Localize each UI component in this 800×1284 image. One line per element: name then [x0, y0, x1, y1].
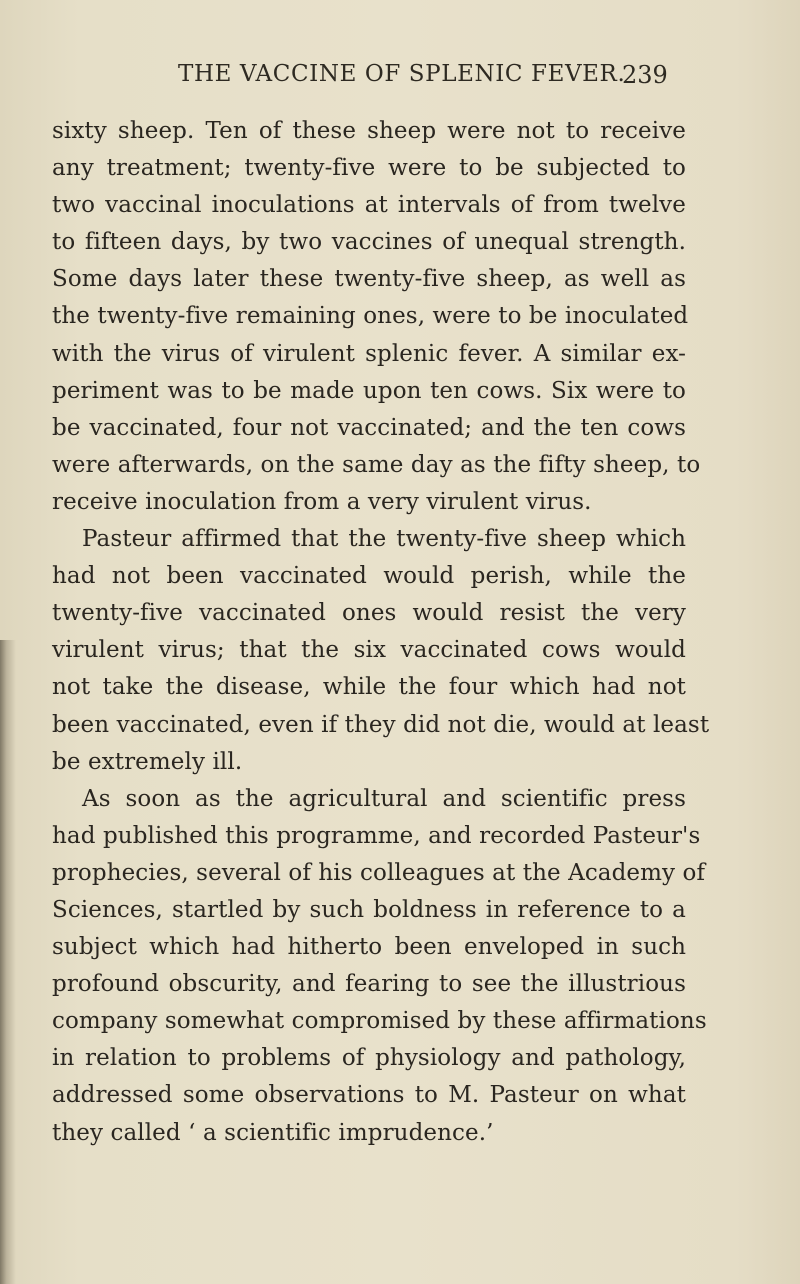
running-title: THE VACCINE OF SPLENIC FEVER. — [178, 61, 626, 87]
text-line: had not been vaccinated would perish, while the — [52, 563, 686, 590]
page-edge-shadow — [0, 640, 16, 1284]
text-line: be vaccinated, four not vaccinated; and the ten cows — [52, 414, 686, 441]
page-number: 239 — [622, 61, 668, 89]
paragraph-start-line: As soon as the agricultural and scientific press — [82, 785, 686, 812]
body-text — [52, 113, 710, 1152]
text-line: Some days later these twenty-five sheep, as well as — [52, 266, 686, 293]
text-line: twenty-five vaccinated ones would resist the very — [52, 600, 686, 627]
text-line: Sciences, startled by such boldness in reference to a — [52, 896, 686, 923]
text-line: be extremely ill. — [52, 748, 243, 775]
text-line: subject which had hitherto been enveloped in such — [52, 934, 686, 961]
text-line: had published this programme, and recorded Pasteur's — [52, 822, 701, 849]
text-line: periment was to be made upon ten cows. Six were to — [52, 377, 686, 404]
text-line: profound obscurity, and fearing to see the illustrious — [52, 971, 686, 998]
text-line: any treatment; twenty-five were to be subjected to — [52, 155, 686, 182]
text-line: addressed some observations to M. Pasteur on what — [52, 1082, 686, 1109]
paragraph-start-line: Pasteur affirmed that the twenty-five sheep which — [82, 526, 686, 553]
text-line: been vaccinated, even if they did not die, would at least — [52, 711, 710, 738]
text-line: to fifteen days, by two vaccines of unequal strength. — [52, 229, 686, 256]
text-line: two vaccinal inoculations at intervals of from twelve — [52, 192, 686, 219]
text-line: in relation to problems of physiology and pathology, — [52, 1045, 686, 1072]
text-line: the twenty-five remaining ones, were to be inoculated — [52, 303, 689, 330]
text-line: were afterwards, on the same day as the fifty sheep, to — [52, 451, 701, 478]
text-line: not take the disease, while the four which had not — [52, 674, 686, 701]
text-line: receive inoculation from a very virulent virus. — [52, 488, 592, 515]
text-line: prophecies, several of his colleagues at the Academy of — [52, 859, 706, 886]
running-head — [0, 61, 800, 101]
text-line: virulent virus; that the six vaccinated cows would — [52, 637, 686, 664]
text-line: with the virus of virulent splenic fever. A similar ex- — [52, 340, 686, 367]
text-line: sixty sheep. Ten of these sheep were not to receive — [52, 118, 686, 144]
text-line: they called ‘ a scientific imprudence.’ — [52, 1119, 494, 1146]
text-line: company somewhat compromised by these affirmations — [52, 1008, 707, 1035]
